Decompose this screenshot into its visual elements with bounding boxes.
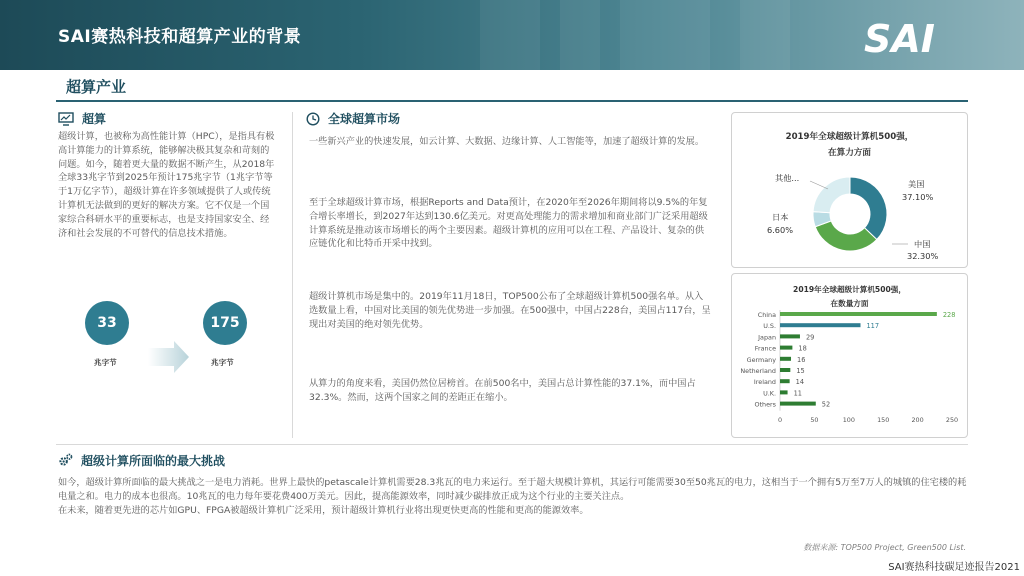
- market-paragraph-1: 一些新兴产业的快速发展，如云计算、大数据、边缘计算、人工智能等，加速了超级计算的发展。: [309, 136, 705, 147]
- challenges-paragraph-1: 如今，超级计算所面临的最大挑战之一是电力消耗。世界上最快的petascale计算机需要28.3兆瓦的电力来运行。至于超大规模计算机，其运行可能需要30至50兆瓦的电力，这相当于一个拥有5万至7万人的城镇的住宅楼的耗电量之和。电力的成本也很高。10兆瓦的电力每年要花费400万美元。因此，提高能源效率，同时减少碳排放正成为这个行业的主要关注点。: [58, 477, 967, 502]
- challenges-heading-label: 超级计算所面临的最大挑战: [81, 454, 226, 468]
- bar-x-tick: 250: [945, 416, 959, 424]
- pie-value-japan: 6.60%: [767, 225, 794, 235]
- pie-slice-us: [850, 177, 887, 239]
- bottom-divider: [56, 444, 968, 445]
- challenges-paragraph-2: 在未来，随着更先进的芯片如GPU、FPGA被超级计算机广泛采用，预计超级计算机行业将出现更快更高的性能和更高的能源效率。: [58, 505, 589, 516]
- pie-label-other: 其他...: [775, 173, 800, 183]
- clock-icon: [306, 112, 320, 126]
- bar-x-tick: 100: [842, 416, 855, 424]
- bar-value-label: 11: [793, 389, 802, 398]
- bar-ireland: [780, 379, 790, 383]
- pie-chart-title-1: 2019年全球超级计算机500强，: [785, 132, 914, 142]
- bar-value-label: 14: [795, 378, 805, 387]
- market-paragraph-2: 至于全球超级计算市场，根据Reports and Data预计，在2020年至2026年期间将以9.5%的年复合增长率增长，到2027年达到130.6亿美元。对更高处理能力的需求增加和商业部门广泛采用超级计算系统是推动该市场增长的两个主要因素。超级计算机的应用可以在工程、产品设计、复杂的供应链优化和比特币开采中找到。: [309, 197, 708, 250]
- section-divider: [56, 100, 968, 102]
- stat-175-circle: 175: [203, 301, 247, 345]
- bar-netherland: [780, 368, 790, 372]
- data-source-note: 数据来源: TOP500 Project, Green500 List.: [803, 543, 966, 552]
- bar-value-label: 18: [798, 344, 807, 353]
- bar-chart-panel: [731, 273, 968, 438]
- section-title: 超算产业: [66, 78, 127, 96]
- bar-chart: [732, 274, 969, 439]
- bar-value-label: 228: [942, 311, 956, 319]
- column-divider: [292, 112, 293, 438]
- bar-japan: [780, 334, 800, 338]
- pie-label-china: 中国: [914, 239, 931, 249]
- bar-x-tick: 150: [877, 416, 890, 424]
- pie-slice-other: [813, 177, 850, 213]
- bar-germany: [780, 357, 791, 361]
- bar-china: [780, 312, 937, 316]
- stat-175-unit: 兆字节: [211, 358, 234, 367]
- bar-uk: [780, 390, 788, 394]
- bar-x-tick: 50: [810, 416, 819, 424]
- global-market-heading: [306, 110, 400, 127]
- market-paragraph-3: 超级计算机市场是集中的。2019年11月18日，TOP500公布了全球超级计算机500强名单。从入选数量上看，中国对比美国的领先优势进一步加强。在500强中，中国占228台，美国占117台，呈现出对美国的绝对领先优势。: [309, 291, 711, 330]
- pie-leader-other: [810, 181, 828, 189]
- global-market-heading-label: 全球超算市场: [328, 112, 401, 126]
- bar-x-tick: 0: [777, 416, 783, 424]
- bar-category-label: Others: [754, 400, 776, 409]
- pie-label-us: 美国: [908, 179, 925, 189]
- pie-label-japan: 日本: [772, 212, 789, 222]
- bar-category-label: China: [757, 311, 776, 319]
- pie-value-china: 32.30%: [907, 251, 939, 261]
- bar-category-label: U.K.: [763, 389, 776, 398]
- header-banner: [0, 0, 1024, 70]
- bar-value-label: 52: [821, 400, 831, 409]
- bar-value-label: 29: [805, 333, 815, 342]
- bar-value-label: 15: [796, 367, 805, 375]
- pie-chart: [732, 113, 969, 269]
- sai-logo: [862, 14, 972, 58]
- bar-category-label: Netherland: [740, 367, 776, 375]
- challenges-text: [58, 476, 974, 518]
- pie-chart-panel: [731, 112, 968, 268]
- market-paragraph-4: 从算力的角度来看，美国仍然位居榜首。在前500名中，美国占总计算性能的37.1%，而中国占32.3%。然而，这两个国家之间的差距正在缩小。: [309, 378, 696, 403]
- bar-us: [780, 323, 860, 327]
- pie-value-us: 37.10%: [902, 192, 934, 202]
- bar-category-label: U.S.: [763, 322, 776, 331]
- bar-x-tick: 200: [911, 416, 924, 424]
- stat-33-circle: 33: [85, 301, 129, 345]
- supercomputing-heading-label: 超算: [82, 112, 107, 126]
- monitor-chart-icon: [58, 112, 74, 126]
- supercomputing-paragraph: 超级计算，也被称为高性能计算（HPC），是指具有极高计算能力的计算系统，能够解决极其复杂和苛刻的问题。如今，随着更大量的数据不断产生，从2018年全球33兆字节到2025年预计175兆字节（1兆字节等于1万亿字节），超级计算在许多领域提供了人或传统计算机无法做到的更好的解决方案。它不仅是一个国家综合科研水平的重要标志，也是支持国家安全、经济和社会发展的不可替代的信息技术措施。: [58, 131, 275, 239]
- page-title: SAI赛热科技和超算产业的背景: [58, 27, 302, 47]
- pie-chart-title-2: 在算力方面: [828, 148, 871, 158]
- bar-france: [780, 346, 792, 350]
- svg-text:SAI: SAI: [864, 17, 935, 58]
- bar-chart-title-1: 2019年全球超级计算机500强，: [793, 285, 906, 294]
- bar-category-label: France: [754, 344, 776, 353]
- bar-value-label: 16: [797, 355, 806, 364]
- stat-33-unit: 兆字节: [94, 358, 117, 367]
- bar-category-label: Japan: [758, 333, 776, 342]
- bar-others: [780, 402, 816, 406]
- bar-category-label: Germany: [746, 355, 776, 364]
- gears-icon: [58, 453, 73, 468]
- supercomputing-heading: [58, 110, 106, 127]
- bar-chart-title-2: 在数量方面: [830, 299, 869, 308]
- arrow-right-icon: [148, 340, 190, 374]
- challenges-heading: [58, 452, 225, 469]
- report-footer: SAI赛热科技碳足迹报告2021: [888, 562, 1020, 573]
- bar-category-label: Ireland: [753, 378, 776, 387]
- bar-value-label: 117: [866, 322, 880, 331]
